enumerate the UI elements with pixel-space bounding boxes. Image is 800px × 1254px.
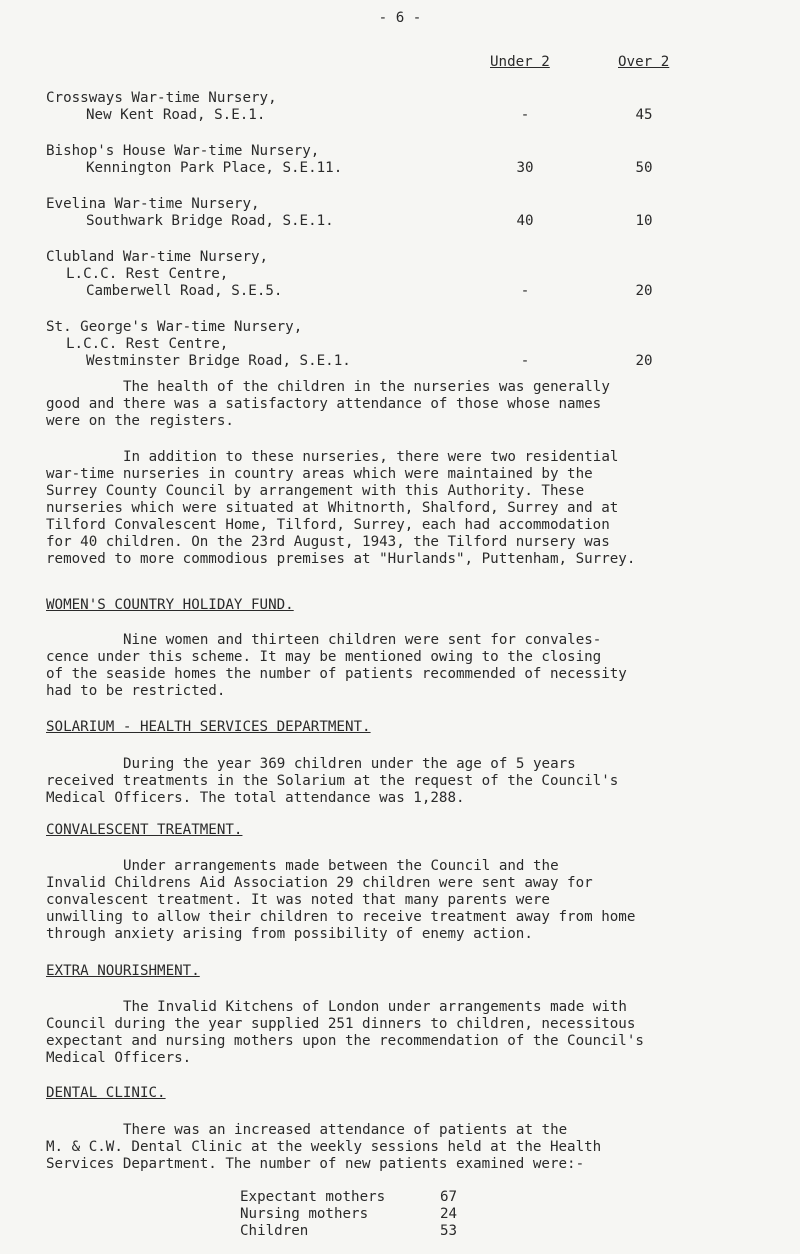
nursery-name: Crossways War-time Nursery, [46,90,277,106]
column-header-under-2: Under 2 [490,54,550,70]
stat-label: Expectant mothers [240,1189,386,1205]
nursery-under-2: - [520,283,530,299]
stat-label: Children [240,1223,309,1239]
nursery-under-2: - [520,107,530,123]
page-number: - 6 - [378,10,422,26]
section-heading-solarium: SOLARIUM - HEALTH SERVICES DEPARTMENT. [46,719,371,735]
section-heading-dental: DENTAL CLINIC. [46,1085,166,1101]
paragraph-solarium: During the year 369 children under the age of 5 years received treatments in the Solarium at the request of the Council's Medical Officers. The total attendance was 1,288. [46,756,619,806]
nursery-over-2: 50 [635,160,653,176]
nursery-over-2: 45 [635,107,653,123]
nursery-name: Bishop's House War-time Nursery, [46,143,320,159]
column-header-over-2: Over 2 [618,54,670,70]
nursery-over-2: 10 [635,213,653,229]
stat-value: 67 [440,1189,458,1205]
nursery-under-2: 30 [516,160,534,176]
nursery-address: New Kent Road, S.E.1. [86,107,266,123]
paragraph-nourishment: The Invalid Kitchens of London under arrangements made with Council during the year supplied 251 dinners to children, necessitous expectant and nursing mothers upon the recommendation of the Council's Medical Officers. [46,999,644,1066]
stat-label: Nursing mothers [240,1206,369,1222]
nursery-address: L.C.C. Rest Centre, [66,336,229,352]
paragraph-residential-nurseries: In addition to these nurseries, there were two residential war-time nurseries in country areas which were maintained by the Surrey County Council by arrangement with this Authority. These nurseries which were situated at Whitnorth, Shalford, Surrey and at Tilford Convalescent Home, Tilford, Surrey, each had accommodation for 40 children. On the 23rd August, 1943, the Tilford nursery was removed to more commodious premises at "Hurlands", Puttenham, Surrey. [46,449,636,567]
stat-value: 53 [440,1223,458,1239]
section-heading-nourishment: EXTRA NOURISHMENT. [46,963,200,979]
paragraph-health: The health of the children in the nurseries was generally good and there was a satisfactory attendance of those whose names were on the registers. [46,379,610,429]
section-heading-womens-fund: WOMEN'S COUNTRY HOLIDAY FUND. [46,597,294,613]
nursery-under-2: 40 [516,213,534,229]
nursery-name: St. George's War-time Nursery, [46,319,303,335]
nursery-address: L.C.C. Rest Centre, [66,266,229,282]
paragraph-dental: There was an increased attendance of patients at the M. & C.W. Dental Clinic at the weekly sessions held at the Health Services Department. The number of new patients examined were:- [46,1122,602,1172]
nursery-address: Camberwell Road, S.E.5. [86,283,283,299]
nursery-name: Evelina War-time Nursery, [46,196,260,212]
section-heading-convalescent: CONVALESCENT TREATMENT. [46,822,243,838]
nursery-address: Kennington Park Place, S.E.11. [86,160,343,176]
paragraph-womens-fund: Nine women and thirteen children were sent for convales- cence under this scheme. It may be mentioned owing to the closing of the seaside homes the number of patients recommended of necessity had to be restricted. [46,632,627,699]
nursery-address: Southwark Bridge Road, S.E.1. [86,213,334,229]
nursery-over-2: 20 [635,283,653,299]
nursery-over-2: 20 [635,353,653,369]
stat-value: 24 [440,1206,458,1222]
nursery-under-2: - [520,353,530,369]
paragraph-convalescent: Under arrangements made between the Council and the Invalid Childrens Aid Association 29 children were sent away for convalescent treatment. It was noted that many parents were unwilling to allow their children to receive treatment away from home through anxiety arising from possibility of enemy action. [46,858,636,942]
nursery-name: Clubland War-time Nursery, [46,249,269,265]
nursery-address: Westminster Bridge Road, S.E.1. [86,353,351,369]
